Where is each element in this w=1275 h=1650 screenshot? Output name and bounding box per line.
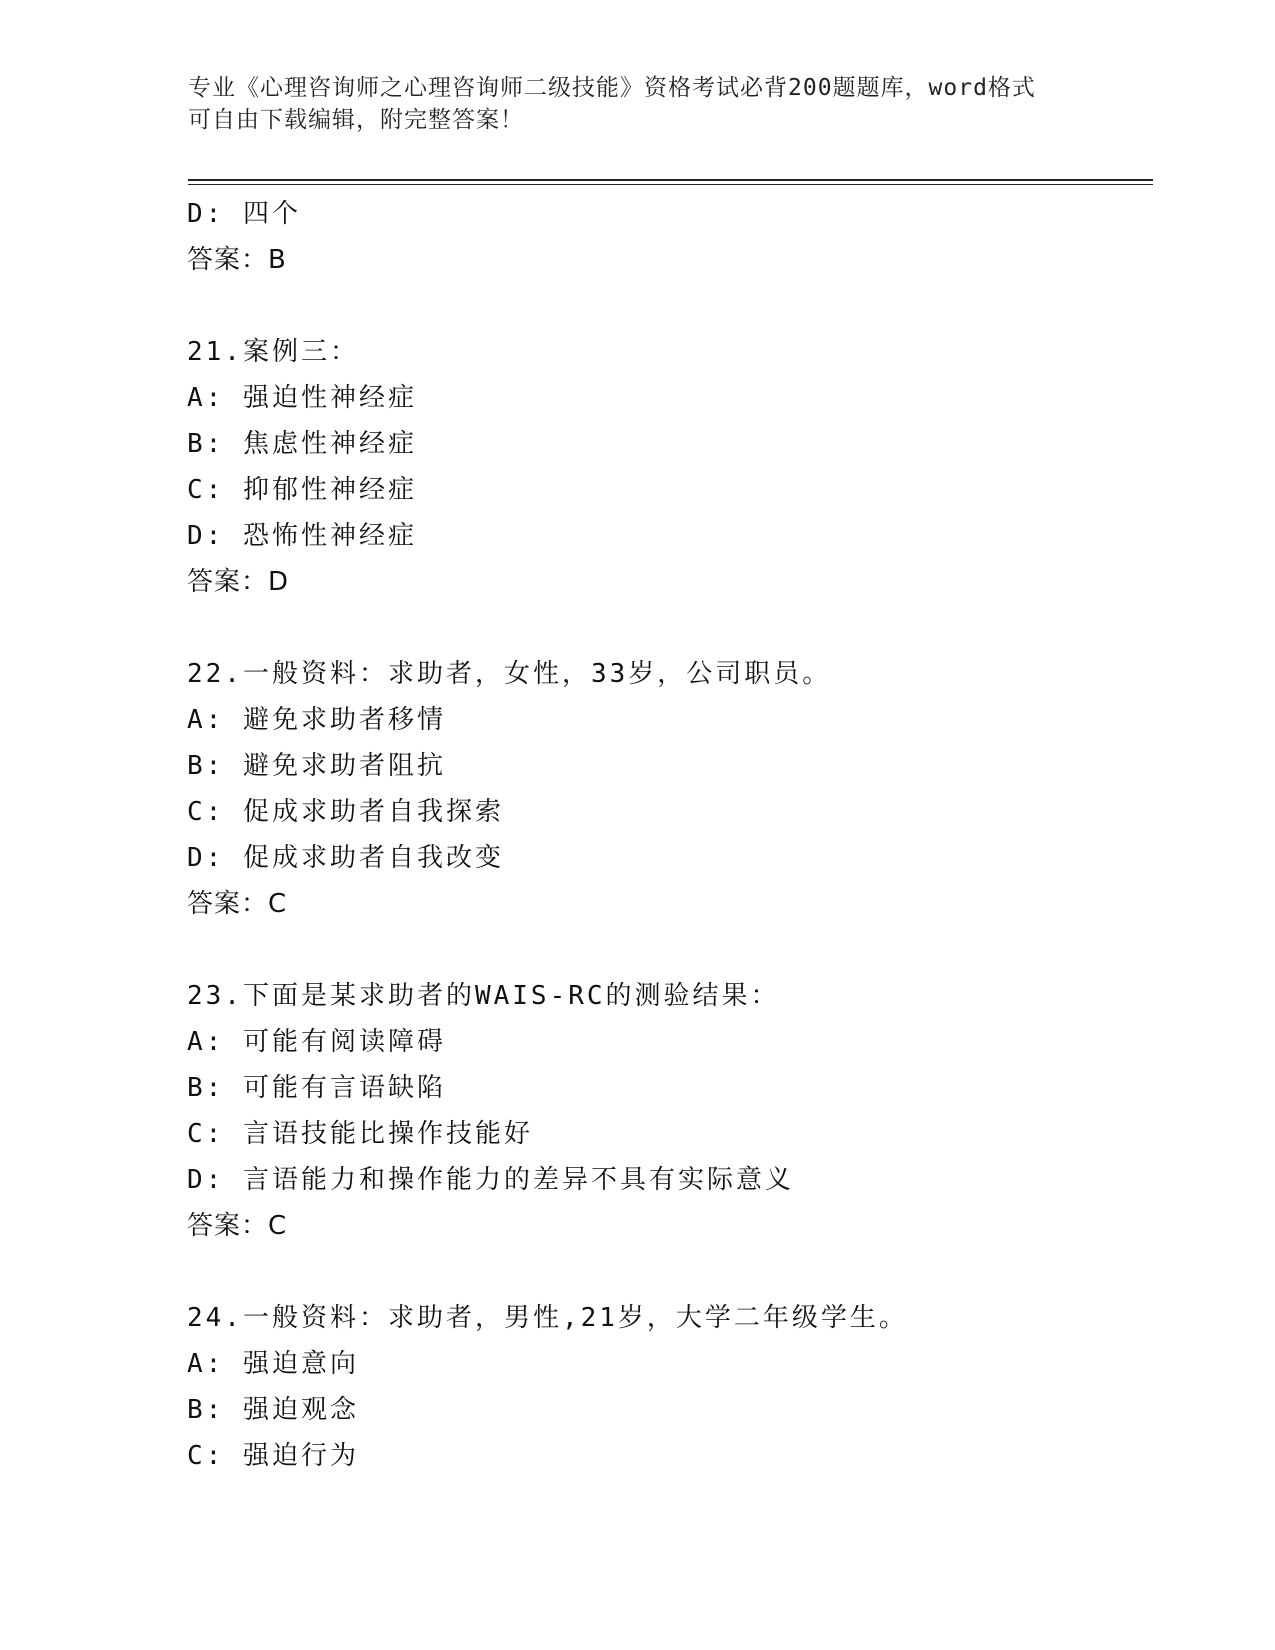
option-c: C: 抑郁性神经症 <box>187 475 417 505</box>
option-a: A: 可能有阅读障碍 <box>187 1027 446 1057</box>
header-divider-thick <box>188 179 1153 181</box>
document-header <box>188 72 1088 136</box>
spacer <box>187 1249 1147 1295</box>
answer-line: 答案：B <box>187 245 287 275</box>
option-d: D: 恐怖性神经症 <box>187 521 417 551</box>
question-list <box>187 191 1147 1479</box>
option-d: D: 促成求助者自我改变 <box>187 843 504 873</box>
answer-line: 答案：C <box>187 1211 288 1241</box>
option-b: B: 强迫观念 <box>187 1395 359 1425</box>
spacer <box>187 605 1147 651</box>
option-b: B: 焦虑性神经症 <box>187 429 417 459</box>
option-a: A: 强迫意向 <box>187 1349 359 1379</box>
option-c: C: 促成求助者自我探索 <box>187 797 504 827</box>
option-d: D: 四个 <box>187 199 301 229</box>
spacer <box>187 283 1147 329</box>
question-stem: 21.案例三： <box>187 337 359 367</box>
answer-line: 答案：C <box>187 889 288 919</box>
question-stem: 23.下面是某求助者的WAIS-RC的测验结果： <box>187 981 780 1011</box>
question-stem: 22.一般资料：求助者，女性，33岁，公司职员。 <box>187 659 832 689</box>
option-a: A: 强迫性神经症 <box>187 383 417 413</box>
header-title-line-1: 专业《心理咨询师之心理咨询师二级技能》资格考试必背200题题库，word格式 <box>188 75 1036 101</box>
answer-line: 答案：D <box>187 567 290 597</box>
spacer <box>187 927 1147 973</box>
option-b: B: 可能有言语缺陷 <box>187 1073 446 1103</box>
header-title-line-2: 可自由下载编辑，附完整答案！ <box>188 107 524 133</box>
option-c: C: 强迫行为 <box>187 1441 359 1471</box>
option-b: B: 避免求助者阻抗 <box>187 751 446 781</box>
question-stem: 24.一般资料：求助者，男性,21岁，大学二年级学生。 <box>187 1303 908 1333</box>
option-a: A: 避免求助者移情 <box>187 705 446 735</box>
header-divider-thin <box>188 184 1153 185</box>
option-d: D: 言语能力和操作能力的差异不具有实际意义 <box>187 1165 794 1195</box>
option-c: C: 言语技能比操作技能好 <box>187 1119 533 1149</box>
